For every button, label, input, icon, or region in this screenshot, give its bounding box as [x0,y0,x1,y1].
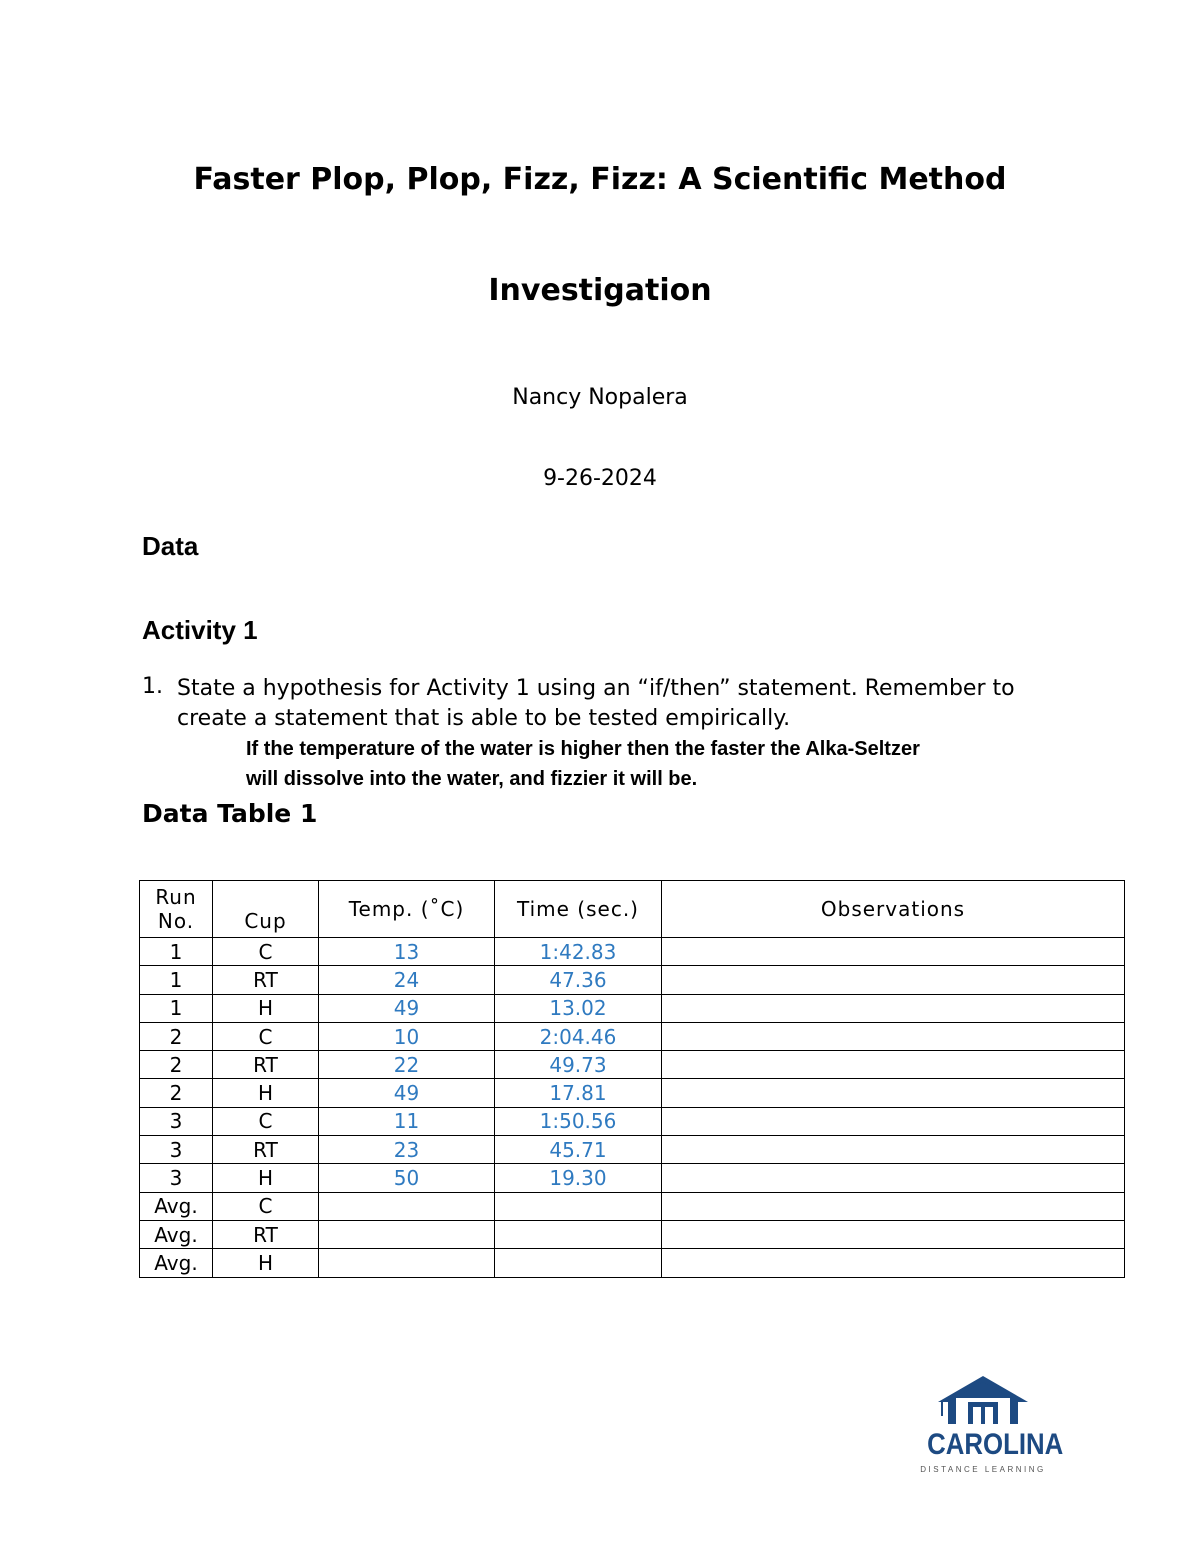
cell-time: 45.71 [495,1136,662,1164]
table-row [140,1079,1125,1107]
table-row [140,1136,1125,1164]
table-row [140,1022,1125,1050]
cell-run: 3 [140,1107,213,1135]
table-heading: Data Table 1 [142,799,318,828]
cell-observations [662,966,1125,994]
cell-temp: 23 [319,1136,495,1164]
cell-observations [662,1107,1125,1135]
cell-time: 19.30 [495,1164,662,1192]
cell-time: 2:04.46 [495,1022,662,1050]
cell-time: 47.36 [495,966,662,994]
cell-temp: 24 [319,966,495,994]
cell-cup: H [213,1249,319,1277]
cell-observations [662,1022,1125,1050]
cell-run: Avg. [140,1192,213,1220]
cell-run: 1 [140,966,213,994]
cell-time [495,1220,662,1248]
cell-temp: 10 [319,1022,495,1050]
answer-line-1: If the temperature of the water is higher then the faster the Alka-Seltzer [246,738,920,760]
cell-temp [319,1192,495,1220]
cell-run: 3 [140,1164,213,1192]
cell-temp: 49 [319,994,495,1022]
cell-cup: H [213,994,319,1022]
hypothesis-answer [246,734,1066,794]
header-run-no [140,881,213,938]
cell-run: 2 [140,1022,213,1050]
cell-cup: C [213,1107,319,1135]
cell-run: 3 [140,1136,213,1164]
cell-cup: RT [213,1220,319,1248]
cell-cup: H [213,1164,319,1192]
cell-observations [662,1051,1125,1079]
cell-cup: RT [213,1051,319,1079]
table-row [140,1051,1125,1079]
cell-time: 49.73 [495,1051,662,1079]
header-run-line2: No. [157,909,195,933]
header-run-line1: Run [155,885,197,909]
cell-cup: C [213,1022,319,1050]
cell-cup: RT [213,966,319,994]
cell-cup: C [213,938,319,966]
cell-observations [662,938,1125,966]
cell-observations [662,1079,1125,1107]
cell-temp: 50 [319,1164,495,1192]
author-name: Nancy Nopalera [512,385,688,410]
header-cup: Cup [213,881,319,938]
header-observations: Observations [662,881,1125,938]
cell-run: 1 [140,938,213,966]
cell-run: Avg. [140,1249,213,1277]
table-row [140,1249,1125,1277]
table-row [140,1164,1125,1192]
cell-time [495,1249,662,1277]
cell-observations [662,1220,1125,1248]
cell-cup: C [213,1192,319,1220]
cell-cup: RT [213,1136,319,1164]
cell-observations [662,1164,1125,1192]
cell-temp: 11 [319,1107,495,1135]
cell-cup: H [213,1079,319,1107]
cell-run: 1 [140,994,213,1022]
cell-observations [662,1192,1125,1220]
data-table-1 [139,880,1125,1278]
cell-time: 13.02 [495,994,662,1022]
cell-observations [662,1136,1125,1164]
table-row [140,966,1125,994]
document-date: 9-26-2024 [543,466,657,491]
cell-time: 17.81 [495,1079,662,1107]
cell-time [495,1192,662,1220]
table-row [140,1192,1125,1220]
cell-observations [662,1249,1125,1277]
header-time: Time (sec.) [495,881,662,938]
cell-run: 2 [140,1051,213,1079]
table-row [140,1107,1125,1135]
cell-run: 2 [140,1079,213,1107]
cell-run: Avg. [140,1220,213,1248]
question-text: State a hypothesis for Activity 1 using an “if/then” statement. Remember to create a statement that is able to be tested empirically. [177,676,1015,731]
logo-wordmark: CAROLINA [927,1428,1064,1461]
activity-heading: Activity 1 [142,615,258,645]
cell-time: 1:42.83 [495,938,662,966]
document-title-line2: Investigation [488,273,712,308]
answer-line-2: will dissolve into the water, and fizzier it will be. [246,768,698,790]
cell-temp [319,1220,495,1248]
header-temp: Temp. (˚C) [319,881,495,938]
table-row [140,938,1125,966]
data-heading: Data [142,531,199,561]
cell-time: 1:50.56 [495,1107,662,1135]
table-row [140,994,1125,1022]
cell-temp: 22 [319,1051,495,1079]
logo-subtitle: DISTANCE LEARNING [920,1465,1046,1474]
document-title-line1: Faster Plop, Plop, Fizz, Fizz: A Scientific Method [193,162,1007,197]
question-number: 1. [142,674,163,699]
table-row [140,1220,1125,1248]
cell-temp [319,1249,495,1277]
cell-observations [662,994,1125,1022]
cell-temp: 49 [319,1079,495,1107]
cell-temp: 13 [319,938,495,966]
